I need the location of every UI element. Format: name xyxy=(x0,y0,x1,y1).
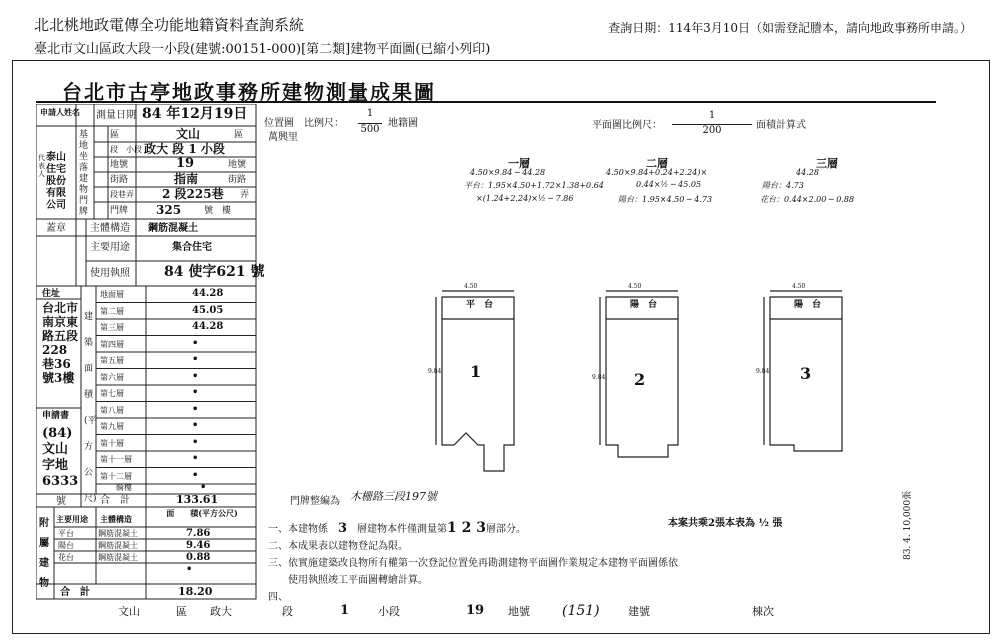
calc-f2-line1: 4.50×9.84+0.24+2.24)× xyxy=(606,168,708,177)
floor-area: • xyxy=(192,436,199,448)
area-text: 萬興里 xyxy=(268,132,298,143)
calc-f2-line3: 陽台：1.95×4.50 ─ 4.73 xyxy=(618,195,713,204)
roof-value: • xyxy=(200,482,207,493)
floor-name: 第八層 xyxy=(100,405,124,415)
attach-use: 平台 xyxy=(58,529,74,538)
row-suffix-door: 號 樓 xyxy=(204,206,232,216)
plan-2-depth: 9.84 xyxy=(592,374,606,381)
plan-scale-num: 1 xyxy=(708,110,716,121)
plan-1-width: 4.50 xyxy=(464,283,478,290)
row-value-door: 325 xyxy=(156,203,182,217)
calc-f1-line2: 平台：1.95×4.50+1.72×1.38+0.64 xyxy=(464,181,604,190)
document-title: 台北市古亭地政事務所建物測量成果圖 xyxy=(62,80,436,104)
floor-area: • xyxy=(192,469,199,481)
applicant2-label: 申請書 xyxy=(42,411,70,421)
calc-floor2: 二層 xyxy=(646,157,668,170)
floor-name: 第二層 xyxy=(100,306,124,316)
plan-2-label: 陽 台 xyxy=(630,300,658,310)
survey-date-value: 84 年12月19日 xyxy=(142,106,248,122)
attach-struct: 鋼筋混凝土 xyxy=(98,541,138,550)
bottom-district: 文山 xyxy=(118,605,140,618)
row-label-lane: 段巷弄 xyxy=(110,190,134,199)
floor-area: 45.05 xyxy=(192,304,224,316)
row-label-door: 門牌 xyxy=(110,206,129,216)
plan-scale-suffix: 面積計算式 xyxy=(756,120,806,131)
attach-area: 0.88 xyxy=(186,552,211,563)
bottom-bldg-suffix: 建號 xyxy=(628,605,650,618)
main-structure-label: 主體構造 xyxy=(90,223,130,234)
floor-name: 第三層 xyxy=(100,323,124,332)
note-3: 三、依實施建築改良物所有權第一次登記位置免再勘測建物平面圖作業規定本建物平面圖係依 xyxy=(268,558,678,569)
floor-name: 第十二層 xyxy=(100,471,132,481)
row-value-land: 19 xyxy=(176,156,195,171)
floor-name: 地面層 xyxy=(100,290,124,299)
group-label: 基地坐落建物門牌 xyxy=(79,130,89,217)
floor-area: 44.28 xyxy=(192,288,224,299)
row-label-section: 段 小段 xyxy=(110,145,142,154)
plan-2-width: 4.50 xyxy=(628,283,642,290)
floor-name: 第七層 xyxy=(100,389,124,398)
attach-head-struct: 主體構造 xyxy=(100,514,132,524)
attach-total-label: 合 計 xyxy=(60,587,90,598)
floor-name: 第十層 xyxy=(100,438,124,448)
survey-date-label: 測量日期 xyxy=(96,110,136,121)
sheet-info: 本案共乘2張本表為 ½ 張 xyxy=(668,518,783,529)
row-suffix-lane: 弄 xyxy=(240,190,250,200)
calc-f3-line2: 陽台：4.73 xyxy=(762,181,804,190)
roof-label: 騎樓 xyxy=(116,483,132,492)
side-print: 83. 4. 10,000張 xyxy=(903,490,913,560)
calc-f3-line1: 44.28 xyxy=(796,168,819,177)
row-value-district: 文山 xyxy=(176,127,201,141)
use-permit-label: 使用執照 xyxy=(90,268,130,279)
floor-area: • xyxy=(192,420,199,431)
plan-3-label: 陽 台 xyxy=(794,300,822,310)
bottom-sub-suffix: 小段 xyxy=(378,605,400,618)
calc-f1-line3: ×(1.24+2.24)×½ ─ 7.86 xyxy=(476,194,574,203)
door-note: 門牌整編為 xyxy=(290,496,340,507)
attach-label: 附屬建物 xyxy=(39,518,49,589)
plan-scale-den: 200 xyxy=(672,124,752,136)
plan-1-number: 1 xyxy=(470,362,482,381)
plan-2-number: 2 xyxy=(634,370,646,389)
attach-area: 9.46 xyxy=(186,540,211,551)
applicant-label: 申請人姓名 xyxy=(40,107,80,117)
row-suffix-land: 地號 xyxy=(228,160,247,170)
bottom-section-suffix: 段 xyxy=(282,605,293,618)
bottom-land: 19 xyxy=(466,603,485,618)
note-2: 二、本成果表以建物登記為限。 xyxy=(268,541,408,552)
row-value-lane: 2 段225巷 xyxy=(162,187,224,201)
location-value: 台北市南京東路五段228巷36號3樓 xyxy=(42,301,79,385)
total-label: 合 計 xyxy=(100,495,130,506)
calc-floor3: 三層 xyxy=(816,157,838,170)
plan-3-depth: 9.84 xyxy=(756,368,770,375)
building-subtitle: 臺北市文山區政大段一小段(建號:00151-000)[第二類]建物平面圖(已縮小列印) xyxy=(34,42,491,57)
row-suffix-district: 區 xyxy=(234,130,244,140)
plan-1-depth: 9.84 xyxy=(428,368,442,375)
number-label: 號 xyxy=(56,496,66,507)
door-note-2: 木栅路三段197號 xyxy=(350,490,437,503)
title-rule xyxy=(36,101,936,103)
note-1: 一、本建物係 3 層建物本件僅測量第1 2 3層部分。 xyxy=(268,520,527,536)
bottom-section: 政大 xyxy=(210,605,232,618)
system-title: 北北桃地政電傳全功能地籍資料查詢系統 xyxy=(34,16,305,34)
main-use-label: 主要用途 xyxy=(90,242,130,253)
attach-area: 7.86 xyxy=(186,528,211,539)
floor-area: • xyxy=(192,387,199,398)
attach-use: 花台 xyxy=(58,553,74,562)
bottom-land-suffix: 地號 xyxy=(508,605,530,618)
query-date: 查詢日期：114年3月10日（如需登記謄本，請向地政事務所申請。） xyxy=(608,21,972,35)
floor-name: 第九層 xyxy=(100,422,124,431)
bottom-bldg-no: (151) xyxy=(562,603,600,619)
info-table xyxy=(36,104,265,624)
plan-3-number: 3 xyxy=(800,364,812,383)
total-value: 133.61 xyxy=(176,493,219,506)
main-use-value: 集合住宅 xyxy=(172,242,212,253)
floor-name: 第六層 xyxy=(100,372,124,382)
side-group: 建築面積(平方公尺) xyxy=(84,312,97,504)
attach-total-value: 18.20 xyxy=(178,585,213,598)
notes-block xyxy=(268,520,678,606)
floor-name: 第十一層 xyxy=(100,455,132,464)
floor-name: 第四層 xyxy=(100,339,124,349)
plan-3-width: 4.50 xyxy=(792,283,806,290)
location-label: 住址 xyxy=(42,289,61,299)
row-suffix-street: 街路 xyxy=(228,175,247,185)
main-structure-value: 鋼筋混凝土 xyxy=(148,223,198,234)
note-4: 四、 xyxy=(268,592,288,603)
row-label-land: 地號 xyxy=(110,160,129,170)
bottom-district-suffix: 區 xyxy=(176,605,187,618)
attach-use: 陽台 xyxy=(58,541,74,550)
applicant-side: 代表人 xyxy=(38,154,45,178)
location-scale-label: 位置圖 比例尺： xyxy=(264,118,344,129)
plan-1-label: 平 台 xyxy=(466,300,494,310)
applicant2-value: (84)文山字地6333 xyxy=(42,426,79,489)
attach-struct: 鋼筋混凝土 xyxy=(98,553,138,562)
row-value-section: 政大 段 1 小段 xyxy=(144,142,225,156)
plan-scale-label: 平面圖比例尺： xyxy=(592,120,662,131)
location-scale-suffix: 地籍圖 xyxy=(388,118,418,129)
floor-area: • xyxy=(192,337,199,349)
floor-area: • xyxy=(192,370,199,382)
floor-area: 44.28 xyxy=(192,321,224,332)
location-scale-den: 500 xyxy=(358,123,382,135)
floor-area: • xyxy=(192,453,199,464)
attach-struct: 鋼筋混凝土 xyxy=(98,529,138,538)
plan-1-outline xyxy=(442,297,514,471)
bottom-seq-label: 棟次 xyxy=(752,605,774,618)
calc-f2-line2: 0.44×½ ─ 45.05 xyxy=(636,180,702,189)
bottom-sub: 1 xyxy=(340,603,350,618)
calc-f3-line3: 花台：0.44×2.00 ─ 0.88 xyxy=(760,195,855,204)
location-scale-num: 1 xyxy=(366,108,374,119)
calc-floor1: 一層 xyxy=(508,157,530,170)
attach-area: • xyxy=(186,564,193,575)
calc-f1-line1: 4.50×9.84 ─ 44.28 xyxy=(470,168,546,177)
note-3b: 使用執照竣工平面圖轉繪計算。 xyxy=(288,575,428,586)
use-permit-value: 84 使字621 號 xyxy=(164,264,265,280)
row-label-street: 街路 xyxy=(110,175,129,185)
row-label-district: 區 xyxy=(110,130,120,140)
floor-plans xyxy=(420,285,880,485)
row-value-street: 指南 xyxy=(174,172,199,186)
seal-label: 蓋章 xyxy=(46,223,66,234)
applicant-value: 泰山住宅股份有限公司 xyxy=(46,152,66,211)
floor-area: • xyxy=(192,403,199,415)
attach-head-use: 主要用途 xyxy=(56,514,88,524)
floor-name: 第五層 xyxy=(100,356,124,365)
attach-head-area: 面 積(平方公尺) xyxy=(166,508,238,518)
floor-area: • xyxy=(192,354,199,365)
